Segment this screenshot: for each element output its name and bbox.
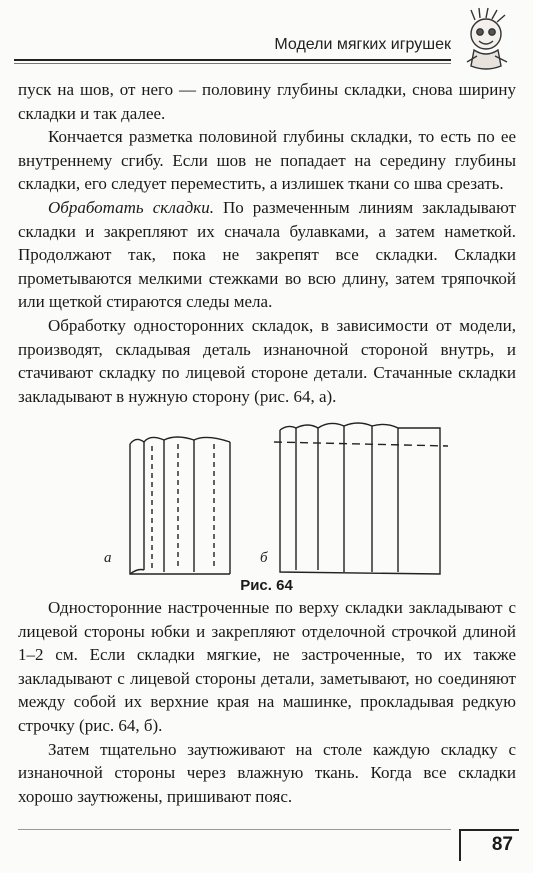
body-text-top — [18, 78, 516, 408]
paragraph: Кончается разметка половиной глубины складки, то есть по ее внутреннему сгибу. Если шов не попадает на середину глубины складки, его следует переместить, а излишек ткани со шва срезать. — [18, 127, 516, 194]
paragraph: Односторонние настроченные по верху складки закладывают с лицевой стороны юбки и закрепляют отделочной строчкой длиной 1–2 см. Если складки мягкие, не застроченные, то их также закладывают с лицевой стороны детали, заметывают, но соединяют между собой их верхние края на машинке, прокладывая редкую строчку (рис. 64, б). — [18, 598, 516, 735]
figure-label-b: б — [260, 550, 268, 566]
paragraph-text: По размеченным линиям закладывают складки и закрепляют их сначала булавками, а затем наметкой. Продолжают так, пока не закрепят все складки. Складки прометываются мелкими стежками во всю длину, затем тряпочкой или щеткой стираются следы мела. — [18, 197, 516, 312]
paragraph-lead: Обработать складки. — [48, 197, 214, 217]
figure-64 — [104, 412, 448, 584]
figure-caption: Рис. 64 — [240, 577, 293, 594]
paragraph: пуск на шов, от него — половину глубины складки, снова ширину складки и так далее. — [18, 80, 516, 123]
pleat-illustration — [118, 412, 448, 584]
paragraph: Обработку односторонних складок, в зависимости от модели, производят, складывая деталь изнаночной стороной внутрь, и стачивают складку по лицевой стороне детали. Стачанные складки закладывают в нужную сторону (рис. 64, а). — [18, 315, 516, 406]
header-rule — [14, 59, 451, 61]
running-header-title: Модели мягких игрушек — [274, 36, 451, 53]
figure-label-a: а — [104, 550, 112, 566]
header-rule-thin — [14, 63, 451, 64]
footer-rule — [18, 829, 451, 830]
page-number: 87 — [491, 834, 513, 855]
doll-mascot-icon — [455, 6, 517, 74]
paragraph: Затем тщательно заутюживают на столе каждую складку с изнаночной стороны через влажную ткань. Когда все складки хорошо заутюжены, пришивают пояс. — [18, 739, 516, 806]
paragraph — [18, 196, 516, 314]
body-text-bottom — [18, 596, 516, 808]
